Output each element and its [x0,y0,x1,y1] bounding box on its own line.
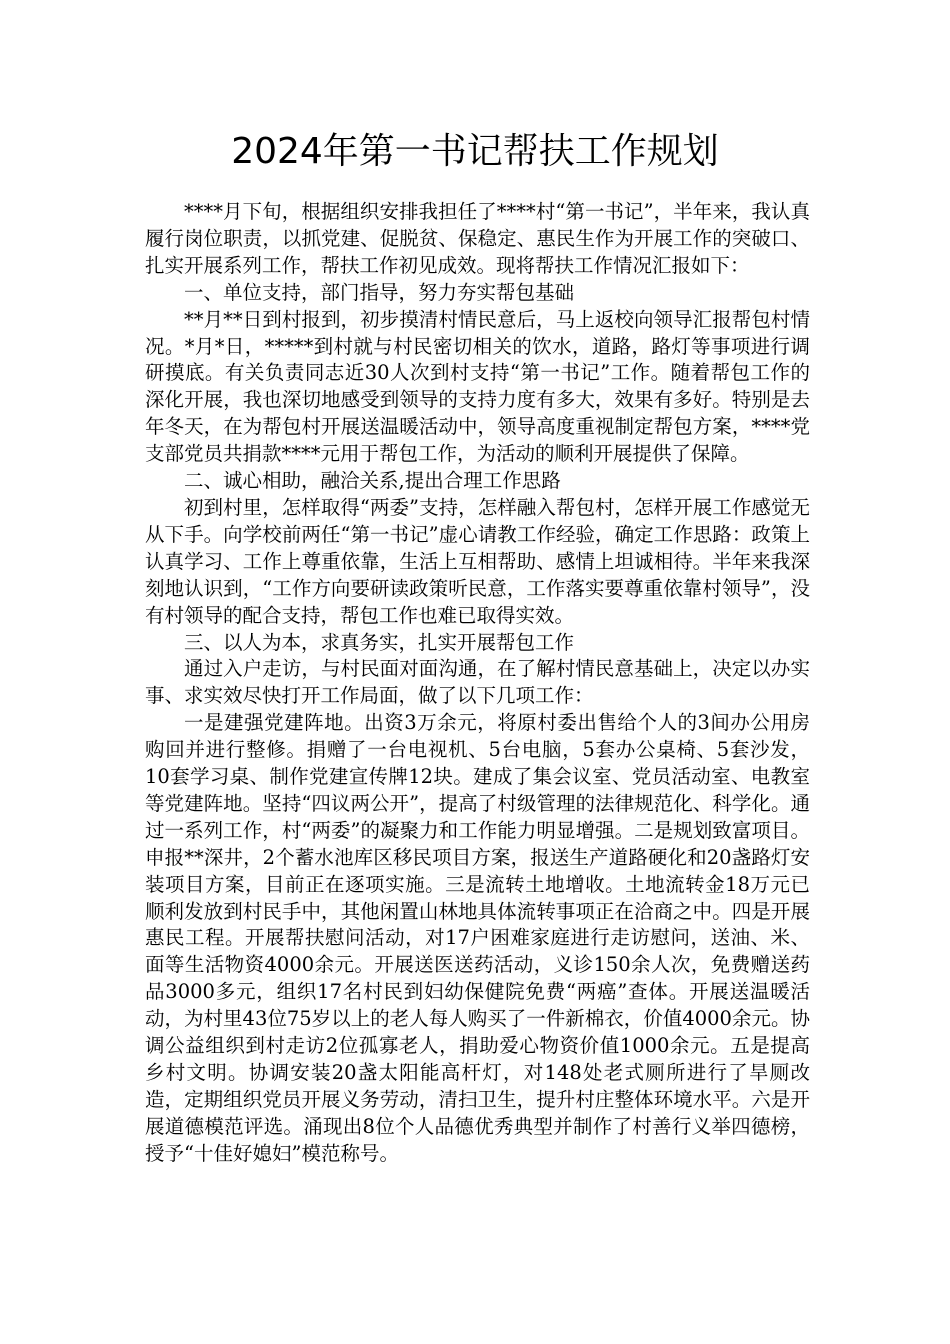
paragraph-section-3-details: 一是建强党建阵地。出资3万余元，将原村委出售给个人的3间办公用房购回并进行整修。捐赠了一台电视机、5台电脑，5套办公桌椅、5套沙发，10套学习桌、制作党建宣传牌12块。建成了集会议室、党员活动室、电教室等党建阵地。坚持“四议两公开”，提高了村级管理的法律规范化、科学化。通过一系列工作，村“两委”的凝聚力和工作能力明显增强。二是规划致富项目。申报**深井，2个蓄水池库区移民项目方案，报送生产道路硬化和20盏路灯安装项目方案，目前正在逐项实施。三是流转土地增收。土地流转金18万元已顺利发放到村民手中，其他闲置山林地具体流转事项正在洽商之中。四是开展惠民工程。开展帮扶慰问活动，对17户困难家庭进行走访慰问，送油、米、面等生活物资4000余元。开展送医送药活动，义诊150余人次，免费赠送药品3000多元，组织17名村民到妇幼保健院免费“两癌”查体。开展送温暖活动，为村里43位75岁以上的老人每人购买了一件新棉衣，价值4000余元。协调公益组织到村走访2位孤寡老人，捐助爱心物资价值1000余元。五是提高乡村文明。协调安装20盏太阳能高杆灯，对148处老式厕所进行了旱厕改造，定期组织党员开展义务劳动，清扫卫生，提升村庄整体环境水平。六是开展道德模范评选。涌现出8位个人品德优秀典型并制作了村善行义举四德榜，授予“十佳好媳妇”模范称号。 [145,711,810,1165]
paragraph-intro: ****月下旬，根据组织安排我担任了****村“第一书记”，半年来，我认真履行岗位职责，以抓党建、促脱贫、保稳定、惠民生作为开展工作的突破口、扎实开展系列工作，帮扶工作初见成效。现将帮扶工作情况汇报如下： [145,200,810,277]
document-body [145,199,810,1168]
document-title: 2024年第一书记帮扶工作规划 [231,131,719,172]
paragraph-section-2: 初到村里，怎样取得“两委”支持，怎样融入帮包村，怎样开展工作感觉无从下手。向学校前两任“第一书记”虚心请教工作经验，确定工作思路：政策上认真学习、工作上尊重依靠，生活上互相帮助、感情上坦诚相待。半年来我深刻地认识到，“工作方向要研读政策听民意，工作落实要尊重依靠村领导”，没有村领导的配合支持，帮包工作也难已取得实效。 [145,495,810,627]
section-heading-3: 三、以人为本，求真务实，扎实开展帮包工作 [184,630,575,654]
paragraph-section-1: **月**日到村报到，初步摸清村情民意后，马上返校向领导汇报帮包村情况。*月*日，*****到村就与村民密切相关的饮水，道路，路灯等事项进行调研摸底。有关负责同志近30人次到村支持“第一书记”工作。随着帮包工作的深化开展，我也深切地感受到领导的支持力度有多大，效果有多好。特别是去年冬天，在为帮包村开展送温暖活动中，领导高度重视制定帮包方案，****党支部党员共捐款****元用于帮包工作，为活动的顺利开展提供了保障。 [145,307,810,466]
paragraph-section-3-intro: 通过入户走访，与村民面对面沟通，在了解村情民意基础上，决定以办实事、求实效尽快打开工作局面，做了以下几项工作： [145,657,810,708]
section-heading-2: 二、诚心相助，融洽关系,提出合理工作思路 [184,469,561,493]
section-heading-1: 一、单位支持，部门指导，努力夯实帮包基础 [184,280,575,304]
